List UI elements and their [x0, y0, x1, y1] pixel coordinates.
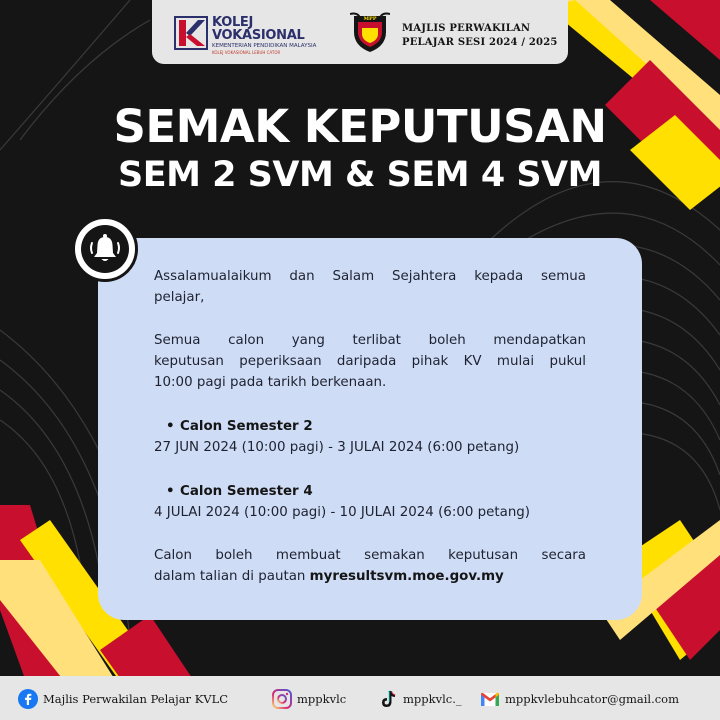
bullet-sem2: •	[166, 419, 175, 434]
tiktok-label: mppkvlc._	[403, 692, 462, 706]
header-logo-bar	[152, 0, 568, 64]
page-subtitle: SEM 2 SVM & SEM 4 SVM	[118, 155, 602, 195]
tiktok-icon	[378, 689, 398, 709]
result-link[interactable]: myresultsvm.moe.gov.my	[309, 569, 504, 584]
sem4-dates: 4 JULAI 2024 (10:00 pagi) - 10 JULAI 2024 (6:00 petang)	[154, 505, 531, 520]
svg-text:MPP: MPP	[363, 16, 377, 22]
instagram-label: mppkvlc	[297, 692, 347, 706]
kv-logo-subtitle-2: KOLEJ VOKASIONAL LEBUH CATOR	[212, 50, 281, 55]
sem4-label: Calon Semester 4	[180, 484, 313, 499]
tiktok-contact[interactable]	[378, 688, 462, 710]
footer-contacts	[0, 676, 720, 720]
email-contact[interactable]	[480, 688, 679, 710]
instagram-contact[interactable]	[272, 688, 346, 710]
gmail-icon	[480, 689, 500, 709]
closing-line-1: Calon boleh membuat semakan keputusan secara	[154, 548, 586, 563]
sem2-dates: 27 JUN 2024 (10:00 pagi) - 3 JULAI 2024 (6:00 petang)	[154, 440, 520, 455]
facebook-contact[interactable]	[18, 688, 228, 710]
kv-logo-title: KOLEJ VOKASIONAL	[212, 15, 305, 43]
sem2-label: Calon Semester 2	[180, 419, 313, 434]
closing-line-2: dalam talian di pautan myresultsvm.moe.gov.my	[154, 569, 504, 584]
bullet-sem4: •	[166, 484, 175, 499]
bell-icon	[87, 231, 123, 267]
notification-badge	[72, 216, 138, 282]
page-title: SEMAK KEPUTUSAN	[113, 100, 607, 153]
instagram-icon	[272, 689, 292, 709]
greeting-line-2: pelajar,	[154, 290, 205, 305]
email-label: mppkvlebuhcator@gmail.com	[505, 692, 679, 706]
intro-line-1: Semua calon yang terlibat boleh mendapatkan	[154, 333, 586, 348]
intro-line-3: 10:00 pagi pada tarikh berkenaan.	[154, 375, 387, 390]
kv-logo-icon	[174, 16, 208, 50]
mpp-crest-icon	[350, 10, 390, 54]
intro-line-2: keputusan peperiksaan daripada pihak KV mulai pukul	[154, 354, 586, 369]
mpp-logo-text: MAJLIS PERWAKILAN PELAJAR SESI 2024 / 2025	[402, 23, 558, 48]
greeting-line-1: Assalamualaikum dan Salam Sejahtera kepada semua	[154, 269, 586, 284]
facebook-label: Majlis Perwakilan Pelajar KVLC	[43, 692, 229, 706]
facebook-icon	[18, 689, 38, 709]
kv-logo-subtitle: KEMENTERIAN PENDIDIKAN MALAYSIA	[212, 43, 317, 49]
